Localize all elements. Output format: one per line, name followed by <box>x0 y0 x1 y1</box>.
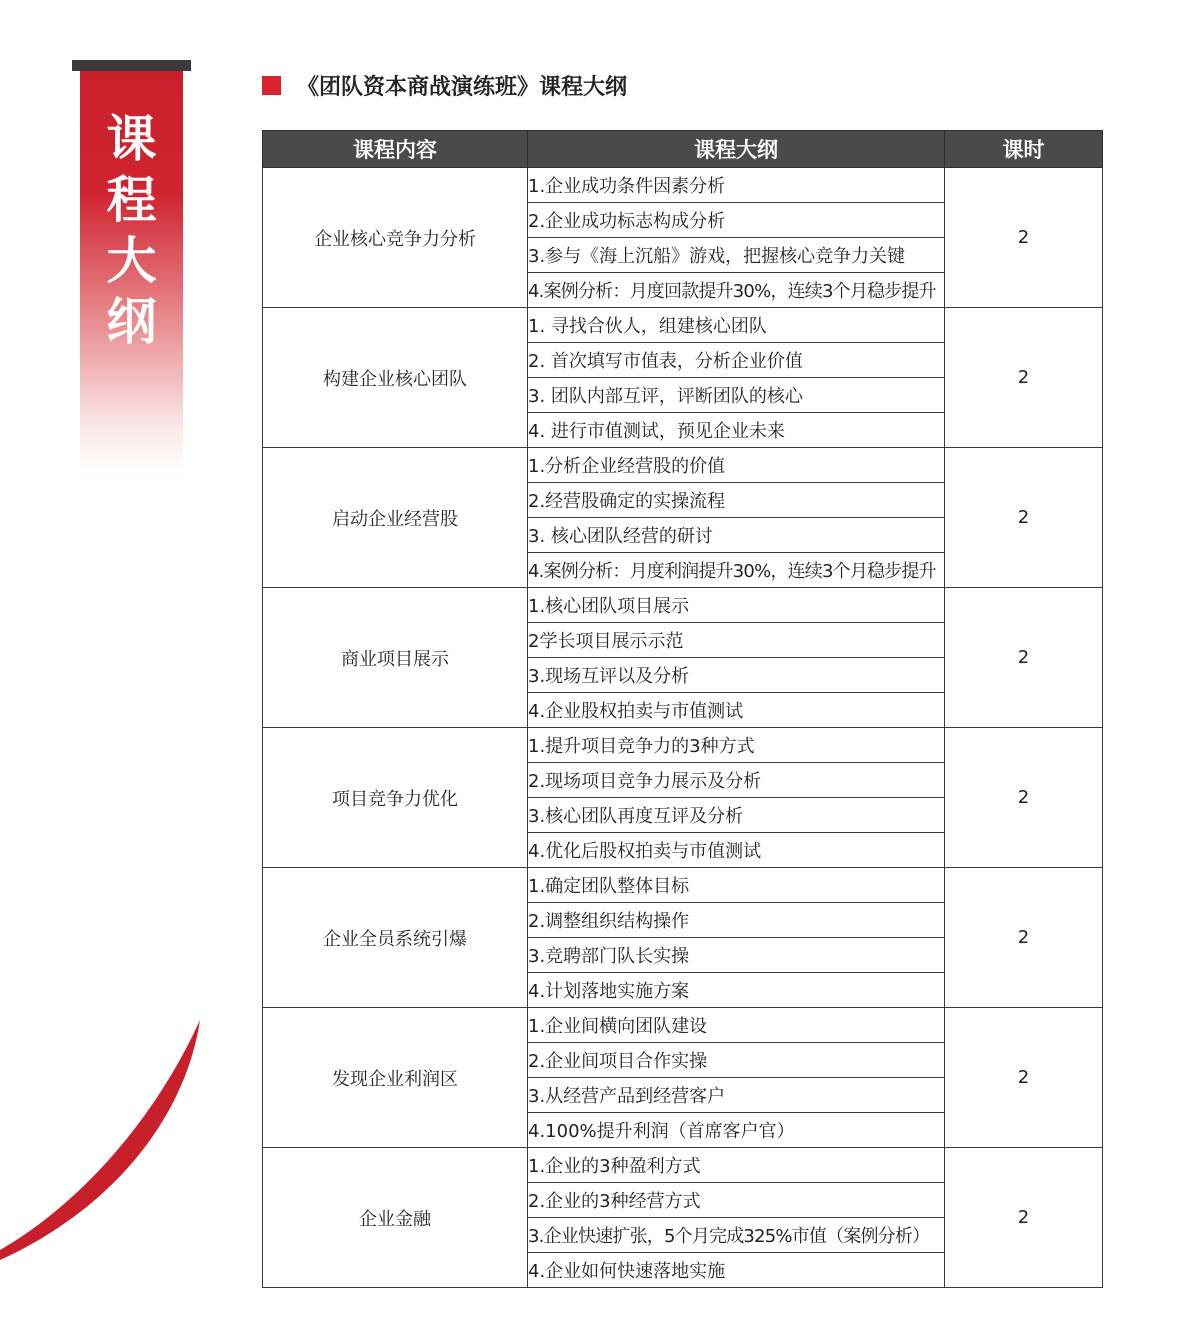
outline-item: 2.现场项目竞争力展示及分析 <box>528 763 945 798</box>
banner-top-bar <box>72 60 191 71</box>
outline-item: 3.现场互评以及分析 <box>528 658 945 693</box>
header-course-content: 课程内容 <box>263 131 528 168</box>
outline-item: 4.案例分析：月度利润提升30%，连续3个月稳步提升 <box>528 553 945 588</box>
decorative-swoosh <box>0 1010 210 1260</box>
outline-item: 1.企业间横向团队建设 <box>528 1008 945 1043</box>
class-hours: 2 <box>945 1148 1103 1288</box>
syllabus-table <box>262 130 1103 1288</box>
outline-item: 3.核心团队再度互评及分析 <box>528 798 945 833</box>
header-class-hours: 课时 <box>945 131 1103 168</box>
outline-item: 1. 寻找合伙人，组建核心团队 <box>528 308 945 343</box>
outline-item: 3. 团队内部互评，评断团队的核心 <box>528 378 945 413</box>
document-title-row <box>262 70 627 100</box>
outline-item: 3.企业快速扩张，5个月完成325%市值（案例分析） <box>528 1218 945 1253</box>
table-row <box>263 728 1103 763</box>
banner-char: 课 <box>106 110 157 168</box>
outline-item: 4.案例分析：月度回款提升30%，连续3个月稳步提升 <box>528 273 945 308</box>
outline-item: 3.竞聘部门队长实操 <box>528 938 945 973</box>
outline-item: 1.分析企业经营股的价值 <box>528 448 945 483</box>
outline-item: 2.企业成功标志构成分析 <box>528 203 945 238</box>
table-row <box>263 168 1103 203</box>
class-hours: 2 <box>945 728 1103 868</box>
outline-item: 3. 核心团队经营的研讨 <box>528 518 945 553</box>
table-row <box>263 1148 1103 1183</box>
banner-char: 纲 <box>106 293 157 351</box>
outline-item: 3.参与《海上沉船》游戏，把握核心竞争力关键 <box>528 238 945 273</box>
outline-item: 4.100%提升利润（首席客户官） <box>528 1113 945 1148</box>
module-name: 启动企业经营股 <box>263 448 528 588</box>
section-banner <box>80 71 183 476</box>
module-name: 企业全员系统引爆 <box>263 868 528 1008</box>
outline-item: 2.企业间项目合作实操 <box>528 1043 945 1078</box>
banner-char: 程 <box>106 171 157 229</box>
module-name: 构建企业核心团队 <box>263 308 528 448</box>
title-bullet-icon <box>262 76 281 95</box>
swoosh-shape <box>0 1020 200 1260</box>
module-name: 企业核心竞争力分析 <box>263 168 528 308</box>
outline-item: 4.优化后股权拍卖与市值测试 <box>528 833 945 868</box>
outline-item: 4.企业如何快速落地实施 <box>528 1253 945 1288</box>
outline-item: 4. 进行市值测试，预见企业未来 <box>528 413 945 448</box>
module-name: 项目竞争力优化 <box>263 728 528 868</box>
class-hours: 2 <box>945 308 1103 448</box>
header-course-outline: 课程大纲 <box>528 131 945 168</box>
class-hours: 2 <box>945 168 1103 308</box>
outline-item: 4.计划落地实施方案 <box>528 973 945 1008</box>
table-row <box>263 308 1103 343</box>
table-row <box>263 868 1103 903</box>
outline-item: 2. 首次填写市值表，分析企业价值 <box>528 343 945 378</box>
outline-item: 1.核心团队项目展示 <box>528 588 945 623</box>
outline-item: 3.从经营产品到经营客户 <box>528 1078 945 1113</box>
outline-item: 4.企业股权拍卖与市值测试 <box>528 693 945 728</box>
module-name: 商业项目展示 <box>263 588 528 728</box>
outline-item: 2.企业的3种经营方式 <box>528 1183 945 1218</box>
module-name: 企业金融 <box>263 1148 528 1288</box>
module-name: 发现企业利润区 <box>263 1008 528 1148</box>
outline-item: 1.企业的3种盈利方式 <box>528 1148 945 1183</box>
class-hours: 2 <box>945 1008 1103 1148</box>
outline-item: 1.企业成功条件因素分析 <box>528 168 945 203</box>
outline-item: 2.调整组织结构操作 <box>528 903 945 938</box>
outline-item: 2.经营股确定的实操流程 <box>528 483 945 518</box>
table-row <box>263 588 1103 623</box>
outline-item: 1.确定团队整体目标 <box>528 868 945 903</box>
outline-item: 2学长项目展示示范 <box>528 623 945 658</box>
class-hours: 2 <box>945 448 1103 588</box>
document-title: 《团队资本商战演练班》课程大纲 <box>297 74 628 100</box>
outline-item: 1.提升项目竞争力的3种方式 <box>528 728 945 763</box>
class-hours: 2 <box>945 588 1103 728</box>
table-row <box>263 1008 1103 1043</box>
banner-label <box>80 109 183 353</box>
table-row <box>263 448 1103 483</box>
table-header-row <box>263 131 1103 168</box>
class-hours: 2 <box>945 868 1103 1008</box>
banner-char: 大 <box>106 232 157 290</box>
